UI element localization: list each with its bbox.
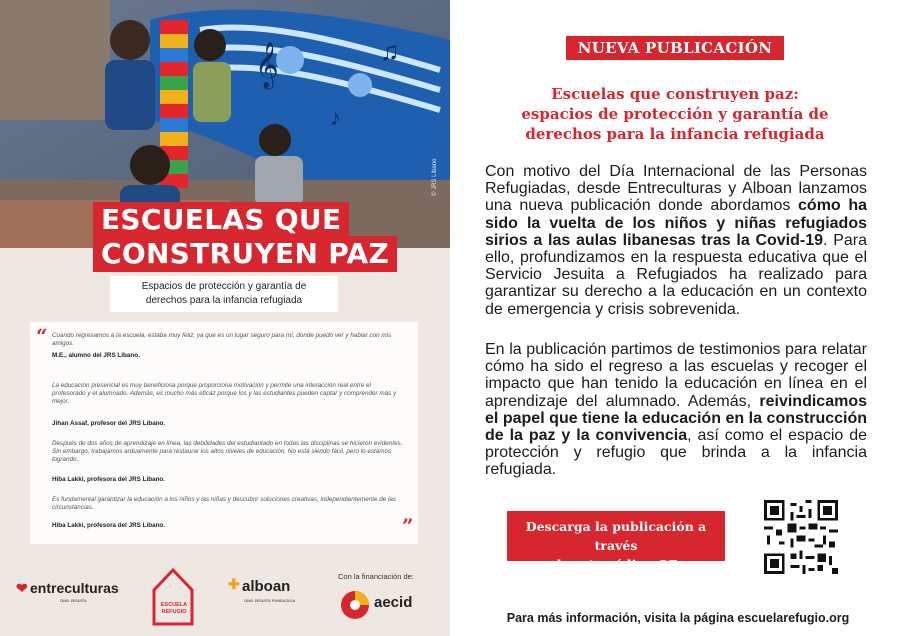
house-icon (150, 566, 196, 628)
intro-paragraph: Con motivo del Día Internacional de las Personas Refugiadas, desde Entreculturas y Alboan lanzamos una nueva publicación donde abordamos cómo ha sido la vuelta de los niños y niñas refugiados sirios a las aulas libanesas tras la Covid-19. Para ello, profundizamos en la respuesta educativa que el Servicio Jesuita a Refugiados ha realizado para garantizar su derecho a la educación en un contexto de emergencia y crisis sobrevenida. (485, 163, 868, 318)
intro-highlight: cómo ha sido la vuelta de los niños y niñas refugiados sirios a las aulas libanesas tras la Covid-19 (485, 197, 868, 249)
cover-title-line1: ESCUELAS QUE (93, 202, 349, 238)
qr-code-icon[interactable] (764, 500, 838, 574)
cta-line2: de este código QR (552, 557, 680, 572)
cover-subtitle (110, 276, 338, 312)
entreculturas-wordmark: entreculturas (30, 580, 119, 596)
cover-subtitle-line2: derechos para la infancia refugiada (145, 295, 303, 306)
testimonial-text: Después de dos años de aprendizaje en línea, las debilidades del estudiantado en todas las disciplinas se hicieron evidentes. Sin embargo, trabajamos arduamente para restaurar los altos niveles de educación. No está siendo fácil, pero lo estamos logrando. (52, 440, 403, 463)
escuela-refugio-wordmark: ESCUELA REFUGIO (160, 602, 188, 615)
testimonial-author: Jihan Assaf, profesor del JRS Líbano. (52, 420, 166, 427)
quote-open-icon: “ (36, 324, 48, 348)
testimonial-text: Cuando regresamos a la escuela, estaba muy feliz, ya que es un lugar seguro para mí, donde puedo ver y hablar con mis amigos. (52, 332, 392, 347)
cover-subtitle-line1: Espacios de protección y garantía de (141, 281, 307, 292)
testimonial-author: M.E., alumno del JRS Líbano. (52, 352, 140, 359)
testimonials-box (30, 322, 418, 544)
testimonial-author: Hiba Lakki, profesora del JRS Líbano. (52, 476, 166, 483)
footer-info: Para más información, visita la página escuelarefugio.org (506, 611, 850, 625)
photo-credit: © JRS Líbano (432, 158, 438, 196)
aecid-emblem-icon (340, 590, 370, 620)
testimonial-text: La educación presencial es muy beneficiosa porque proporciona motivación y permite una interacción real entre el profesorado y el alumnado. Además, es mucho más eficaz porque los y las estudiantes pueden captar y comprender más y mejor. (52, 382, 397, 405)
headline-line1: Escuelas que construyen paz: (551, 85, 799, 103)
new-publication-badge: NUEVA PUBLICACIÓN (566, 36, 784, 60)
download-cta (507, 511, 725, 572)
partner-logos: ❤ entreculturas ONG JESUITA ESCUELA REFUGIO ✚ alboan ONG JESUITA FUNDAZIOA Con la financiación de: aecid (0, 556, 450, 636)
testimonial-text: Es fundamental garantizar la educación a los niños y las niñas y descubrir soluciones creativas, independientemente de las circunstancias. (52, 496, 397, 511)
funding-label: Con la financiación de: (338, 572, 414, 581)
headline-line2: espacios de protección y garantía de (521, 105, 829, 123)
testimonial-author: Hiba Lakki, profesora del JRS Líbano. (52, 522, 166, 529)
body-paragraph: En la publicación partimos de testimonios para relatar cómo ha sido el regreso a las escuelas y recoger el impacto que han tenido la educación en línea en el aprendizaje del alumnado. Además, reivindicamos el papel que tiene la educación en la construcción de la paz y la convivencia, así como el espacio de protección y refugio que brinda a la infancia refugiada. (485, 341, 867, 479)
svg-text:♪: ♪ (330, 105, 341, 130)
headline-line3: derechos para la infancia refugiada (525, 125, 825, 143)
heart-icon: ❤ (16, 580, 28, 596)
cover-title-line2: CONSTRUYEN PAZ (93, 236, 397, 272)
body-highlight: reivindicamos el papel que tiene la educación en la construcción de la paz y la convivencia (485, 392, 867, 445)
aecid-wordmark: aecid (374, 594, 413, 611)
svg-text:♫: ♫ (380, 36, 400, 66)
alboan-tagline: ONG JESUITA FUNDAZIOA (244, 598, 296, 603)
svg-text:𝄞: 𝄞 (255, 42, 279, 88)
cta-line1: Descarga la publicación a través (525, 519, 707, 553)
quote-close-icon: ” (402, 514, 414, 538)
alboan-wordmark: alboan (242, 578, 291, 595)
entreculturas-tagline: ONG JESUITA (60, 598, 87, 603)
